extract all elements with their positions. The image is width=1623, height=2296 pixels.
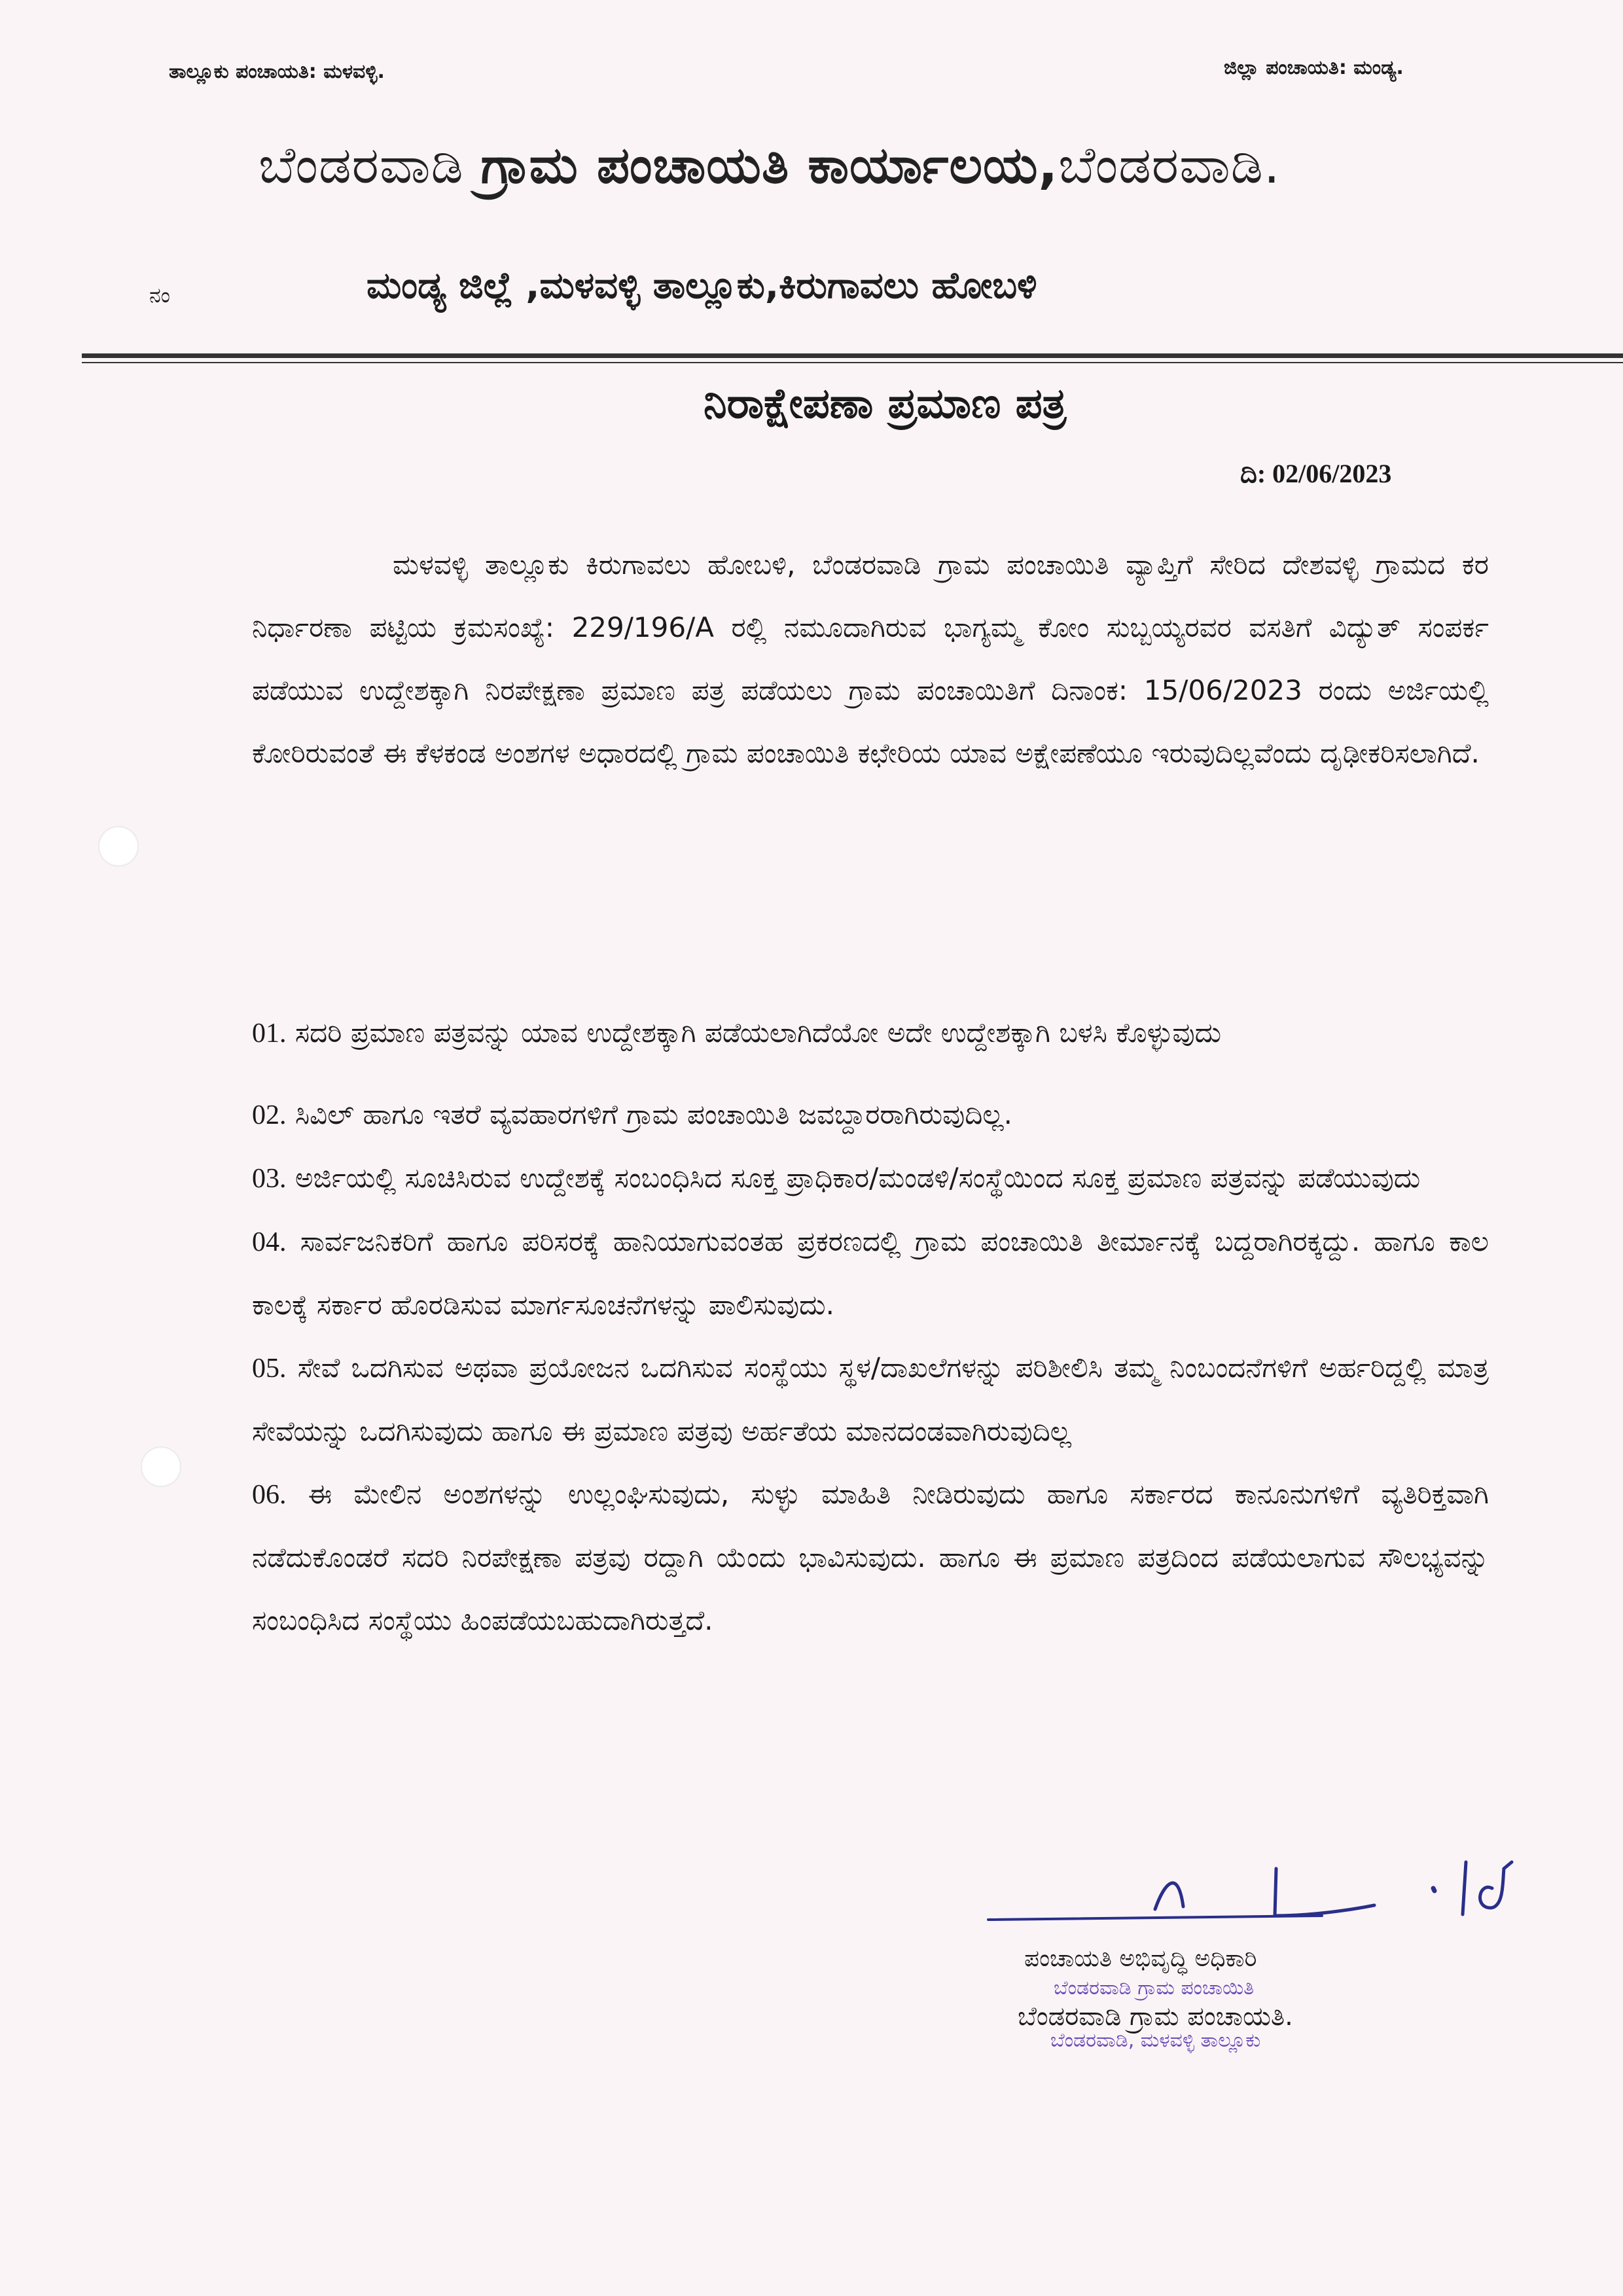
condition-text: ಸದರಿ ಪ್ರಮಾಣ ಪತ್ರವನ್ನು ಯಾವ ಉದ್ದೇಶಕ್ಕಾಗಿ ಪಡೆಯಲಾಗಿದೆಯೋ ಅದೇ ಉದ್ದೇಶಕ್ಕಾಗಿ ಬಳಸಿ ಕೊಳ್ಳುವುದು [294, 1016, 1222, 1049]
certificate-date: ದಿ: 02/06/2023 [1240, 459, 1392, 488]
condition-number: 03. [252, 1164, 287, 1194]
header-rule-thin [82, 362, 1623, 363]
reference-number-label: ನಂ [149, 283, 170, 308]
condition-text: ಸಾರ್ವಜನಿಕರಿಗೆ ಹಾಗೂ ಪರಿಸರಕ್ಕೆ ಹಾನಿಯಾಗುವಂತಹ ಪ್ರಕರಣದಲ್ಲಿ ಗ್ರಾಮ ಪಂಚಾಯಿತಿ ತೀರ್ಮಾನಕ್ಕೆ ಬದ್ದರಾಗಿರಕ್ಕದ್ದು. ಹಾಗೂ ಕಾಲ ಕಾಲಕ್ಕೆ ಸರ್ಕಾರ ಹೊರಡಿಸುವ ಮಾರ್ಗಸೂಚನೆಗಳನ್ನು ಪಾಲಿಸುವುದು. [252, 1225, 1489, 1321]
condition-item [252, 1210, 1489, 1336]
condition-item [252, 1336, 1489, 1463]
condition-number: 01. [252, 1018, 287, 1049]
condition-text: ಸೇವೆ ಒದಗಿಸುವ ಅಥವಾ ಪ್ರಯೋಜನ ಒದಗಿಸುವ ಸಂಸ್ಥೆಯು ಸ್ಥಳ/ದಾಖಲೆಗಳನ್ನು ಪರಿಶೀಲಿಸಿ ತಮ್ಮ ನಿಂಬಂದನೆಗಳಿಗೆ ಅರ್ಹರಿದ್ದಲ್ಲಿ ಮಾತ್ರ ಸೇವೆಯನ್ನು ಒದಗಿಸುವುದು ಹಾಗೂ ಈ ಪ್ರಮಾಣ ಪತ್ರವು ಅರ್ಹತೆಯ ಮಾನದಂಡವಾಗಿರುವುದಿಲ್ಲ [252, 1352, 1489, 1447]
condition-item [252, 1083, 1489, 1147]
conditions-list [252, 1001, 1489, 1652]
signatory-designation: ಪಂಚಾಯತಿ ಅಭಿವೃದ್ಧಿ ಅಧಿಕಾರಿ [1024, 1945, 1257, 1972]
condition-number: 05. [252, 1354, 287, 1384]
certificate-intro-paragraph: ಮಳವಳ್ಳಿ ತಾಲ್ಲೂಕು ಕಿರುಗಾವಲು ಹೋಬಳಿ, ಬೆಂಡರವಾಡಿ ಗ್ರಾಮ ಪಂಚಾಯಿತಿ ವ್ಯಾಪ್ತಿಗೆ ಸೇರಿದ ದೇಶವಳ್ಳಿ ಗ್ರಾಮದ ಕರ ನಿರ್ಧಾರಣಾ ಪಟ್ಟಿಯ ಕ್ರಮಸಂಖ್ಯೆ: 229/196/A ರಲ್ಲಿ ನಮೂದಾಗಿರುವ ಭಾಗ್ಯಮ್ಮ ಕೋಂ ಸುಬ್ಬಯ್ಯರವರ ವಸತಿಗೆ ವಿದ್ಯುತ್ ಸಂಪರ್ಕ ಪಡೆಯುವ ಉದ್ದೇಶಕ್ಕಾಗಿ ನಿರಪೇಕ್ಷಣಾ ಪ್ರಮಾಣ ಪತ್ರ ಪಡೆಯಲು ಗ್ರಾಮ ಪಂಚಾಯಿತಿಗೆ ದಿನಾಂಕ: 15/06/2023 ರಂದು ಅರ್ಜಿಯಲ್ಲಿ ಕೋರಿರುವಂತೆ ಈ ಕೆಳಕಂಡ ಅಂಶಗಳ ಅಧಾರದಲ್ಲಿ ಗ್ರಾಮ ಪಂಚಾಯಿತಿ ಕಛೇರಿಯ ಯಾವ ಅಕ್ಷೇಪಣೆಯೂ ಇರುವುದಿಲ್ಲವೆಂದು ದೃಢೀಕರಿಸಲಾಗಿದೆ. [252, 548, 1489, 769]
signature-scrawl [982, 1842, 1531, 1941]
office-stamp-line-1: ಬೆಂಡರವಾಡಿ ಗ್ರಾಮ ಪಂಚಾಯಿತಿ [1054, 1977, 1255, 2000]
certificate-title: ನಿರಾಕ್ಷೇಪಣಾ ಪ್ರಮಾಣ ಪತ್ರ [704, 380, 1067, 428]
condition-number: 06. [252, 1480, 287, 1510]
header-rule-thick [82, 353, 1623, 358]
condition-item [252, 1001, 1489, 1065]
condition-text: ಈ ಮೇಲಿನ ಅಂಶಗಳನ್ನು ಉಲ್ಲಂಘಿಸುವುದು, ಸುಳ್ಳು ಮಾಹಿತಿ ನೀಡಿರುವುದು ಹಾಗೂ ಸರ್ಕಾರದ ಕಾನೂನುಗಳಿಗೆ ವ್ಯತಿರಿಕ್ತವಾಗಿ ನಡೆದುಕೊಂಡರೆ ಸದರಿ ನಿರಪೇಕ್ಷಣಾ ಪತ್ರವು ರದ್ದಾಗಿ ಯೆಂದು ಭಾವಿಸುವುದು. ಹಾಗೂ ಈ ಪ್ರಮಾಣ ಪತ್ರದಿಂದ ಪಡೆಯಲಾಗುವ ಸೌಲಭ್ಯವನ್ನು ಸಂಬಂಧಿಸಿದ ಸಂಸ್ಥೆಯು ಹಿಂಪಡೆಯಬಹುದಾಗಿರುತ್ತದೆ. [252, 1478, 1489, 1636]
punch-hole [141, 1446, 181, 1487]
condition-item [252, 1147, 1489, 1210]
condition-item [252, 1463, 1489, 1652]
office-stamp-line-2: ಬೆಂಡರವಾಡಿ, ಮಳವಳ್ಳಿ ತಾಲ್ಲೂಕು [1050, 2029, 1261, 2052]
taluk-panchayat-header: ತಾಲ್ಲೂಕು ಪಂಚಾಯತಿ: ಮಳವಳ್ಳಿ. [169, 60, 385, 83]
signatory-office: ಬೆಂಡರವಾಡಿ ಗ್ರಾಮ ಪಂಚಾಯತಿ. [1018, 2001, 1293, 2032]
condition-number: 04. [252, 1227, 287, 1257]
zilla-panchayat-header: ಜಿಲ್ಲಾ ಪಂಚಾಯತಿ: ಮಂಡ್ಯ. [1224, 56, 1404, 79]
office-title-part-1: ಬೆಂಡರವಾಡಿ [259, 136, 464, 195]
condition-text: ಅರ್ಜಿಯಲ್ಲಿ ಸೂಚಿಸಿರುವ ಉದ್ದೇಶಕ್ಕೆ ಸಂಬಂಧಿಸಿದ ಸೂಕ್ತ ಪ್ರಾಧಿಕಾರ/ಮಂಡಳಿ/ಸಂಸ್ಥೆಯಿಂದ ಸೂಕ್ತ ಪ್ರಮಾಣ ಪತ್ರವನ್ನು ಪಡೆಯುವುದು [294, 1162, 1421, 1194]
office-title-part-2: ಗ್ರಾಮ ಪಂಚಾಯತಿ ಕಾರ್ಯಾಲಯ, [480, 136, 1059, 195]
condition-text: ಸಿವಿಲ್ ಹಾಗೂ ಇತರೆ ವ್ಯವಹಾರಗಳಿಗೆ ಗ್ರಾಮ ಪಂಚಾಯಿತಿ ಜವಬ್ದಾರರಾಗಿರುವುದಿಲ್ಲ. [294, 1098, 1012, 1130]
office-address: ಮಂಡ್ಯ ಜಿಲ್ಲೆ ,ಮಳವಳ್ಳಿ ತಾಲ್ಲೂಕು,ಕಿರುಗಾವಲು ಹೋಬಳಿ [366, 264, 1037, 307]
office-title [259, 136, 1281, 196]
punch-hole [98, 826, 139, 867]
office-title-part-3: ಬೆಂಡರವಾಡಿ. [1058, 136, 1281, 195]
condition-number: 02. [252, 1100, 287, 1130]
